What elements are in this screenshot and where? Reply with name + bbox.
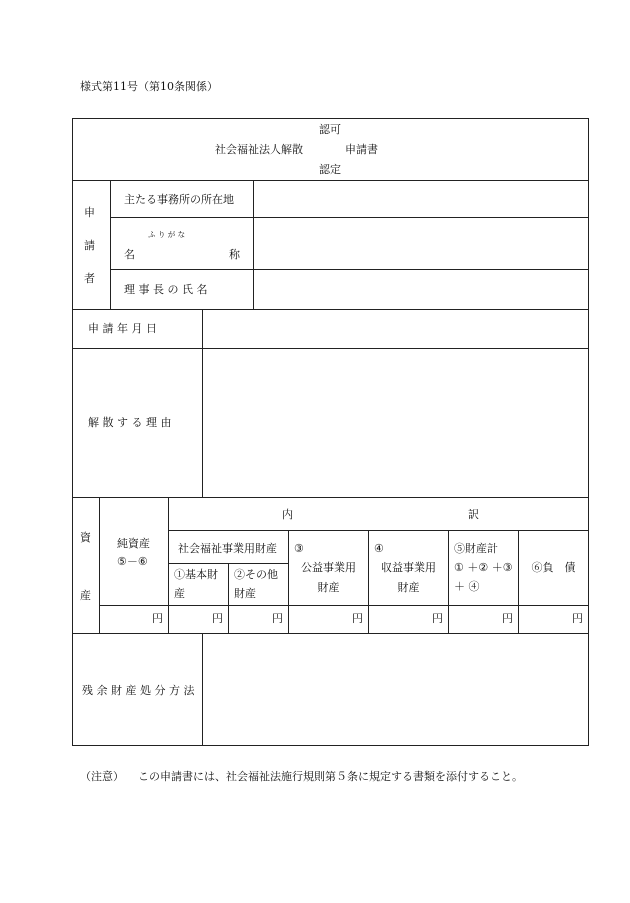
office-location-field[interactable] [254,181,588,217]
yen-public: 円 [352,612,363,625]
name-label-char: 名 [124,248,135,261]
profit-property-label-2: 財産 [397,581,420,594]
approval-label: 認可 [319,123,341,136]
applicant-label-char: 者 [84,272,95,285]
yen-profit: 円 [432,612,443,625]
applicant-label-char: 請 [84,239,95,252]
office-location-label: 主たる事務所の所在地 [124,193,234,206]
form-number: 様式第11号（第10条関係） [80,80,218,93]
form-title: 社会福祉法人解散 [215,143,303,156]
dissolution-reason-label: 解 散 す る 理 由 [88,416,172,429]
certification-label: 認定 [319,163,341,176]
other-property-label: ②その他 [234,568,278,581]
basic-property-label-2: 産 [174,587,185,600]
application-date-label: 申 請 年 月 日 [88,322,157,335]
residual-property-label: 残 余 財 産 処 分 方 法 [82,684,195,697]
chairman-name-field[interactable] [254,270,588,309]
divider [72,497,589,498]
name-field[interactable] [254,218,588,269]
total-property-formula-2: ＋ ④ [454,580,480,593]
basic-property-label: ①基本財 [174,568,218,581]
note-label: （注意） [80,770,124,783]
note-text: この申請書には、社会福祉法施行規則第５条に規定する書類を添付すること。 [138,770,523,783]
application-date-field[interactable] [203,310,588,348]
divider [168,530,589,531]
welfare-property-label: 社会福祉事業用財産 [178,542,277,555]
assets-label-char: 産 [80,589,91,602]
yen-basic: 円 [212,612,223,625]
yen-total: 円 [502,612,513,625]
divider [99,605,589,606]
yen-net-assets: 円 [152,612,163,625]
breakdown-label-char: 内 [282,508,293,521]
public-property-label: 公益事業用 [301,561,356,574]
profit-property-label: 収益事業用 [381,561,436,574]
yen-other: 円 [272,612,283,625]
profit-property-number: ④ [374,542,384,555]
public-property-number: ③ [294,542,304,555]
divider [110,180,111,309]
breakdown-label-char: 訳 [468,508,479,521]
assets-label-char: 資 [80,531,91,544]
total-property-label: ⑤財産計 [454,542,498,555]
public-property-label-2: 財産 [317,581,340,594]
other-property-label-2: 財産 [234,587,256,600]
chairman-name-label: 理 事 長 の 氏 名 [124,283,208,296]
yen-liabilities: 円 [572,612,583,625]
applicant-label-char: 申 [84,206,95,219]
net-assets-formula: ⑤－⑥ [117,555,148,568]
furigana-label: ふ り が な [148,230,186,239]
form-title-suffix: 申請書 [345,143,378,156]
dissolution-reason-field[interactable] [203,349,588,497]
liabilities-label: ⑥負 債 [531,561,576,574]
total-property-formula: ① ＋② ＋③ [454,561,513,574]
residual-property-field[interactable] [203,634,588,745]
name-label-char: 称 [229,248,240,261]
net-assets-label: 純資産 [117,537,150,550]
